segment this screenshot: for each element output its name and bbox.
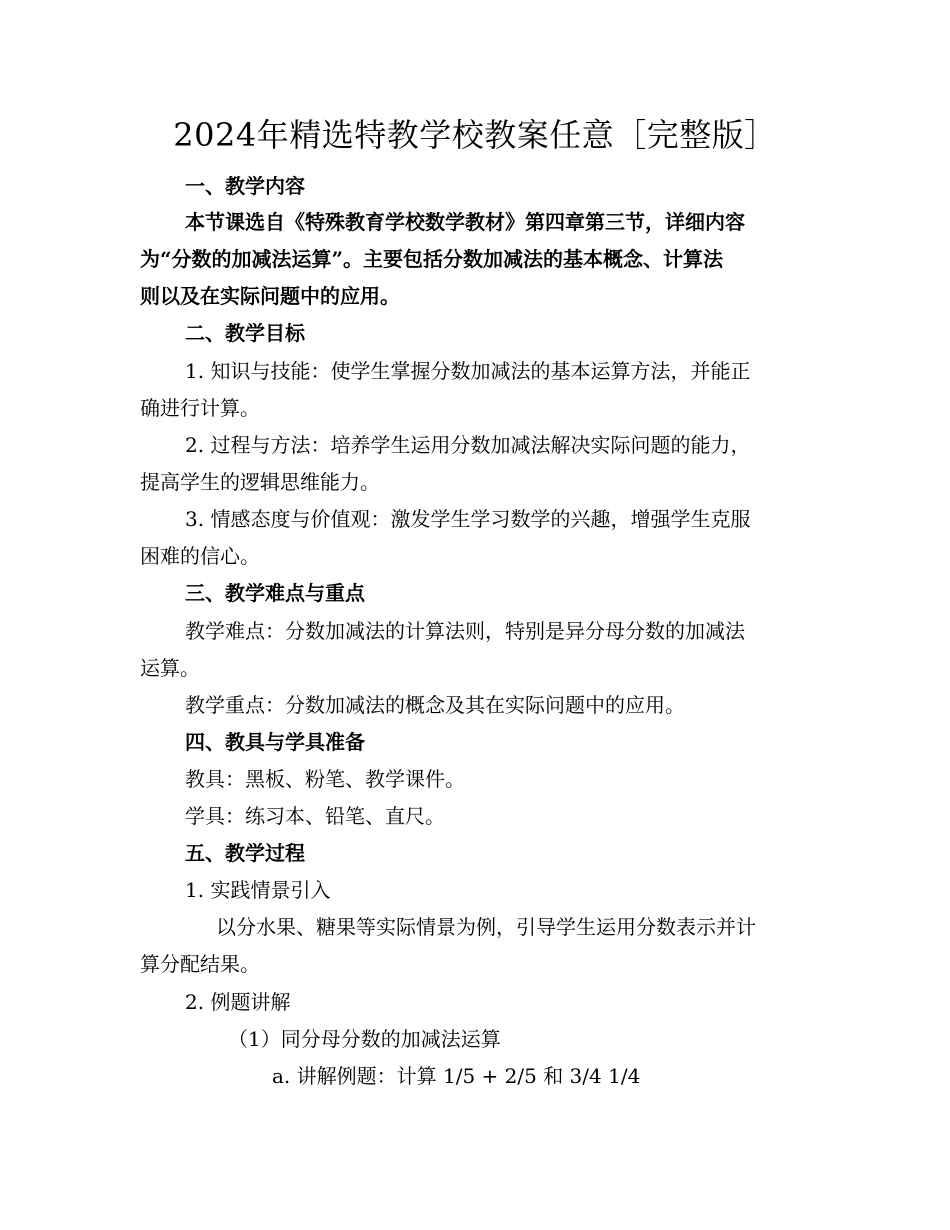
document-title: 2024年精选特教学校教案任意［完整版］ (173, 116, 777, 154)
section-heading-goals: 二、教学目标 (185, 321, 305, 345)
step-subtitle: （1）同分母分数的加减法运算 (228, 1027, 501, 1051)
step-body-line: 算分配结果。 (140, 952, 260, 976)
section-heading-difficulty: 三、教学难点与重点 (185, 581, 365, 605)
paragraph-line: 则以及在实际问题中的应用。 (140, 284, 400, 308)
keypoint-line: 教学重点：分数加减法的概念及其在实际问题中的应用。 (185, 693, 685, 717)
section-heading-tools: 四、教具与学具准备 (185, 730, 365, 754)
section-heading-content: 一、教学内容 (185, 174, 305, 198)
goal-line: 提高学生的逻辑思维能力。 (140, 470, 380, 494)
goal-line: 1. 知识与技能：使学生掌握分数加减法的基本运算方法，并能正 (185, 359, 751, 383)
goal-line: 3. 情感态度与价值观：激发学生学习数学的兴趣，增强学生克服 (185, 507, 751, 531)
goal-line: 确进行计算。 (140, 396, 260, 420)
difficulty-line: 教学难点：分数加减法的计算法则，特别是异分母分数的加减法 (185, 619, 745, 643)
difficulty-line: 运算。 (140, 656, 200, 680)
step-body-line: 以分水果、糖果等实际情景为例，引导学生运用分数表示并计 (216, 915, 756, 939)
student-tools-line: 学具：练习本、铅笔、直尺。 (185, 804, 445, 828)
goal-line: 2. 过程与方法：培养学生运用分数加减法解决实际问题的能力， (185, 433, 751, 457)
paragraph-line: 为“分数的加减法运算”。主要包括分数加减法的基本概念、计算法 (140, 247, 724, 271)
paragraph-line: 本节课选自《特殊教育学校数学教材》第四章第三节，详细内容 (185, 210, 745, 234)
step-title: 2. 例题讲解 (185, 990, 291, 1014)
section-heading-process: 五、教学过程 (185, 841, 305, 865)
teacher-tools-line: 教具：黑板、粉笔、教学课件。 (185, 767, 465, 791)
goal-line: 困难的信心。 (140, 544, 260, 568)
step-item: a. 讲解例题：计算 1/5 + 2/5 和 3/4 1/4 (272, 1064, 641, 1088)
step-title: 1. 实践情景引入 (185, 878, 331, 902)
